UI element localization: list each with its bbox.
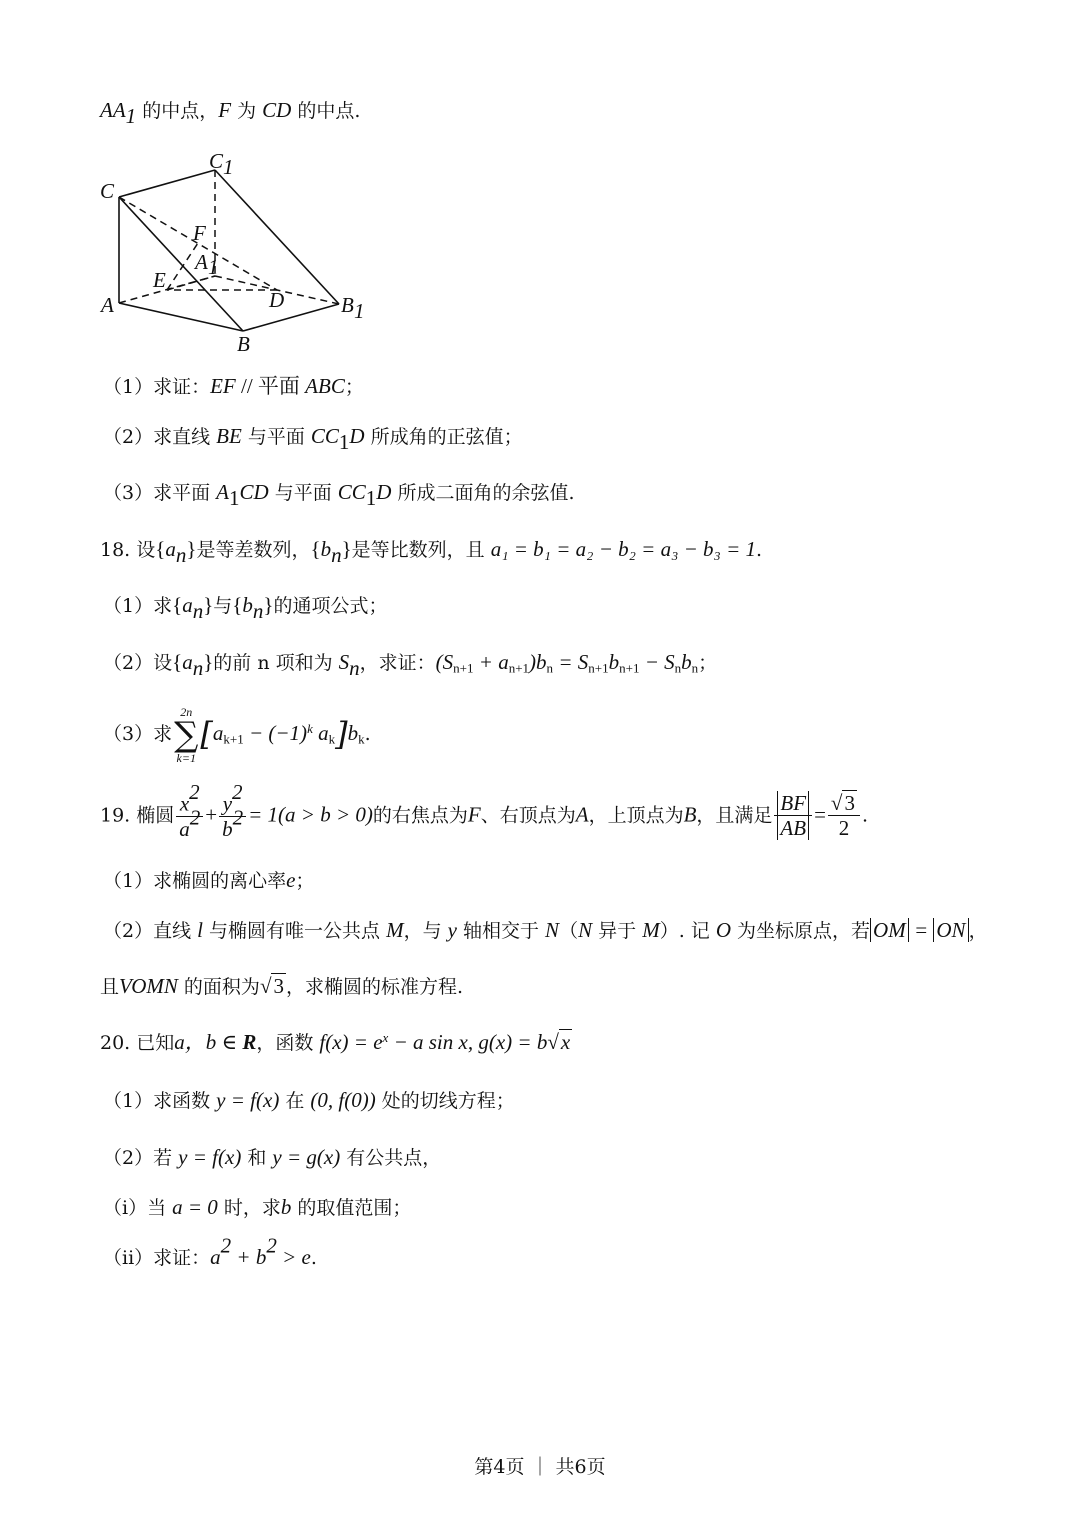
math-be: BE [216,424,242,448]
text: 轴相交于 [456,920,546,942]
math-sub: n [349,655,360,680]
q17-part2 [103,424,523,454]
page-footer: 第4页 ｜ 共6页 [474,1456,606,1478]
math-om-on: OM = ON [870,918,969,942]
math-a-zero: a = 0 [172,1195,218,1219]
text: ，且满足 [696,804,773,827]
q18-part2 [103,650,718,680]
text: （1）求 [103,595,173,617]
math-cd: CD [239,480,269,504]
label-a1-sub: 1 [208,255,219,279]
math-n: N [545,918,560,942]
math-sub: 1 [125,103,137,128]
text: （3）求 [103,723,173,745]
frac-y2-b2: $\frac{y^2}{b^2}$ [219,792,246,841]
label-c1: C [209,150,224,173]
brace-open: { [155,537,166,561]
text: 为 [231,100,263,122]
q20-part2 [103,1145,441,1170]
math-o: O [715,918,731,942]
label-a: A [101,293,114,317]
math-b: b [320,537,332,561]
intro-line [100,98,361,128]
text: 的中点， [136,100,219,122]
math-cc: CC [310,424,339,448]
text: （1）求椭圆的离心率 [103,870,287,892]
math-ef: EF [210,374,236,398]
text: 所成二面角的余弦值. [391,482,575,504]
text: 所成角的正弦值； [364,426,523,448]
text: 处的切线方程； [375,1090,515,1112]
text: 与 [213,595,233,617]
text: 的中点. [291,100,361,122]
math-triangle-omn: VOMN [119,974,178,998]
math-equation: a₁ = b₁ = a₂ − b₂ = a₃ − b₃ = 1 [490,537,757,561]
label-a1: A [195,250,208,274]
sum-lower: k=1 [176,751,196,765]
q18-part3 [103,706,371,764]
math-sub: n [331,542,342,567]
math-sum-expr: [$a_{k+1} - (-1)^k$ $a_k]b_k$ [200,715,365,753]
text: 的取值范围； [291,1197,412,1219]
math-m: M [642,918,660,942]
brace-open: { [232,593,243,617]
text: ， [968,920,988,942]
math-a: a [182,650,193,674]
text: 的通项公式； [273,595,388,617]
text: 且 [100,976,120,998]
text: . [861,804,868,827]
math-abc: ABC [305,374,345,398]
text: . [364,723,371,745]
math-y: y [447,918,457,942]
math-functions: $f(x) = e^x - a$ sin x, g(x) = b√x [319,1029,571,1054]
math-point: (0, f(0)) [310,1088,376,1112]
math-sub: n [252,598,264,623]
label-b: B [237,332,250,356]
text: 与平面 [241,426,311,448]
q20-part1 [103,1088,515,1113]
math-sub: n [192,598,204,623]
text: （ii）求证： [103,1247,211,1269]
text: 的右焦点为 [372,804,468,827]
math-sqrt3: √3 [259,974,284,998]
text: （2）设 [103,652,173,674]
brace-close: } [203,593,214,617]
text: （1）求证： [103,376,211,398]
sum-symbol: 2n ∑ k=1 [174,705,199,765]
brace-close: } [341,537,352,561]
question-number: 18. 设 [100,539,156,561]
math-m: M [386,918,404,942]
label-e: E [153,268,166,292]
math-d: D [349,424,365,448]
q18-stem [100,537,763,567]
math-a: A [216,480,229,504]
text: 的前 n 项和为 [213,652,339,674]
label-b1-sub: 1 [354,299,365,323]
math-cd: CD [262,98,292,122]
text: ，求证： [359,652,436,674]
math-sub: n [192,655,204,680]
math-a: A [575,802,589,827]
text: 有公共点， [340,1147,442,1169]
q17-part3 [103,480,575,510]
brace-close: } [186,537,197,561]
math-n: N [578,918,593,942]
math-sub: 1 [228,485,240,510]
math-a: a [165,537,176,561]
brace-open: { [172,650,183,674]
math-aa1: AA [100,98,126,122]
brace-open: { [310,537,321,561]
math-y-fx: y = f(x) [216,1088,280,1112]
text: 是等比数列，且 [351,539,491,561]
q19-part2 [103,918,988,943]
label-b1: B [341,293,354,317]
math-a: a [182,593,193,617]
math-f: F [218,98,232,122]
text: ； [698,652,718,674]
q20-stem [100,1030,572,1055]
q20-part2-i [103,1195,411,1220]
math-condition: = 1(a > b > 0) [248,802,373,827]
text: // 平面 [235,374,306,398]
text: 与椭圆有唯一公共点 [202,920,387,942]
math-b: B [683,802,697,827]
math-f: F [467,802,481,827]
text: 异于 [592,920,643,942]
frac-sqrt3-2: $\frac{√3}{2}$ [828,792,860,840]
math-sub: n [175,542,187,567]
math-y-gx: y = g(x) [272,1145,341,1169]
text: 为坐标原点，若 [730,920,871,942]
text: （3）求平面 [103,482,217,504]
text: （i）当 [103,1197,173,1219]
text: ，与 [403,920,448,942]
text: （2）求直线 [103,426,217,448]
text: 与平面 [268,482,338,504]
math-e: e [286,868,296,892]
q17-part1 [103,374,364,399]
prism-figure [95,150,385,360]
q18-part1 [103,593,388,623]
math-identity: $(S_{n+1} + a_{n+1})b_n = S_{n+1}b_{n+1} - S_nb_n$ [435,650,699,676]
question-number: 20. 已知 [100,1032,175,1054]
math-y-fx: y = f(x) [178,1145,242,1169]
text: ，求椭圆的标准方程. [285,976,464,998]
text: 和 [241,1147,273,1169]
q20-part2-ii [103,1233,317,1270]
text: 在 [279,1090,311,1112]
text: ； [344,376,364,398]
math-inequality: $a^2 + b^2 > e$ [210,1233,311,1269]
text: ； [295,870,315,892]
text: 、右顶点为 [480,804,576,827]
math-cc: CC [337,480,366,504]
text: ）. 记 [659,920,716,942]
question-number: 19. 椭圆 [100,804,175,827]
text: ，上顶点为 [588,804,684,827]
math-d: D [376,480,392,504]
text: 是等差数列， [196,539,311,561]
brace-open: { [172,593,183,617]
label-c1-sub: 1 [223,155,234,179]
math-sub: 1 [338,429,350,454]
text: （2）直线 [103,920,198,942]
frac-bf-ab: $\frac{BF}{AB}$ [774,792,812,840]
text: . [756,539,763,561]
text: （1）求函数 [103,1090,217,1112]
text: ，函数 [256,1032,320,1054]
q19-part2-cont [100,974,463,999]
math-b: b [242,593,253,617]
math-s: S [338,650,350,674]
q19-stem: 19. 椭圆 $\frac{x^2}{a^2}$ + $\frac{y^2}{b^2}$ = 1(a > b > 0)的右焦点为F、右顶点为A，上顶点为B，且满足 $\frac{BF}{AB}$ = $\frac{√3}{2}$ . [100,780,868,841]
label-d: D [269,288,285,312]
label-f: F [193,221,206,245]
math-sub: 1 [365,485,377,510]
brace-close: } [203,650,214,674]
label-c: C [100,179,115,203]
text: （2）若 [103,1147,179,1169]
math-l: l [197,918,203,942]
brace-close: } [263,593,274,617]
q19-part1 [103,868,314,893]
math-b: b [280,1195,292,1219]
text: . [310,1247,317,1269]
text: 的面积为 [177,976,260,998]
text: （ [559,920,579,942]
text: 时，求 [217,1197,281,1219]
frac-x2-a2: $\frac{x^2}{a^2}$ [176,792,203,841]
math-ab-in-r: a，b ∈ R [174,1030,257,1054]
sum-upper: 2n [180,705,193,719]
